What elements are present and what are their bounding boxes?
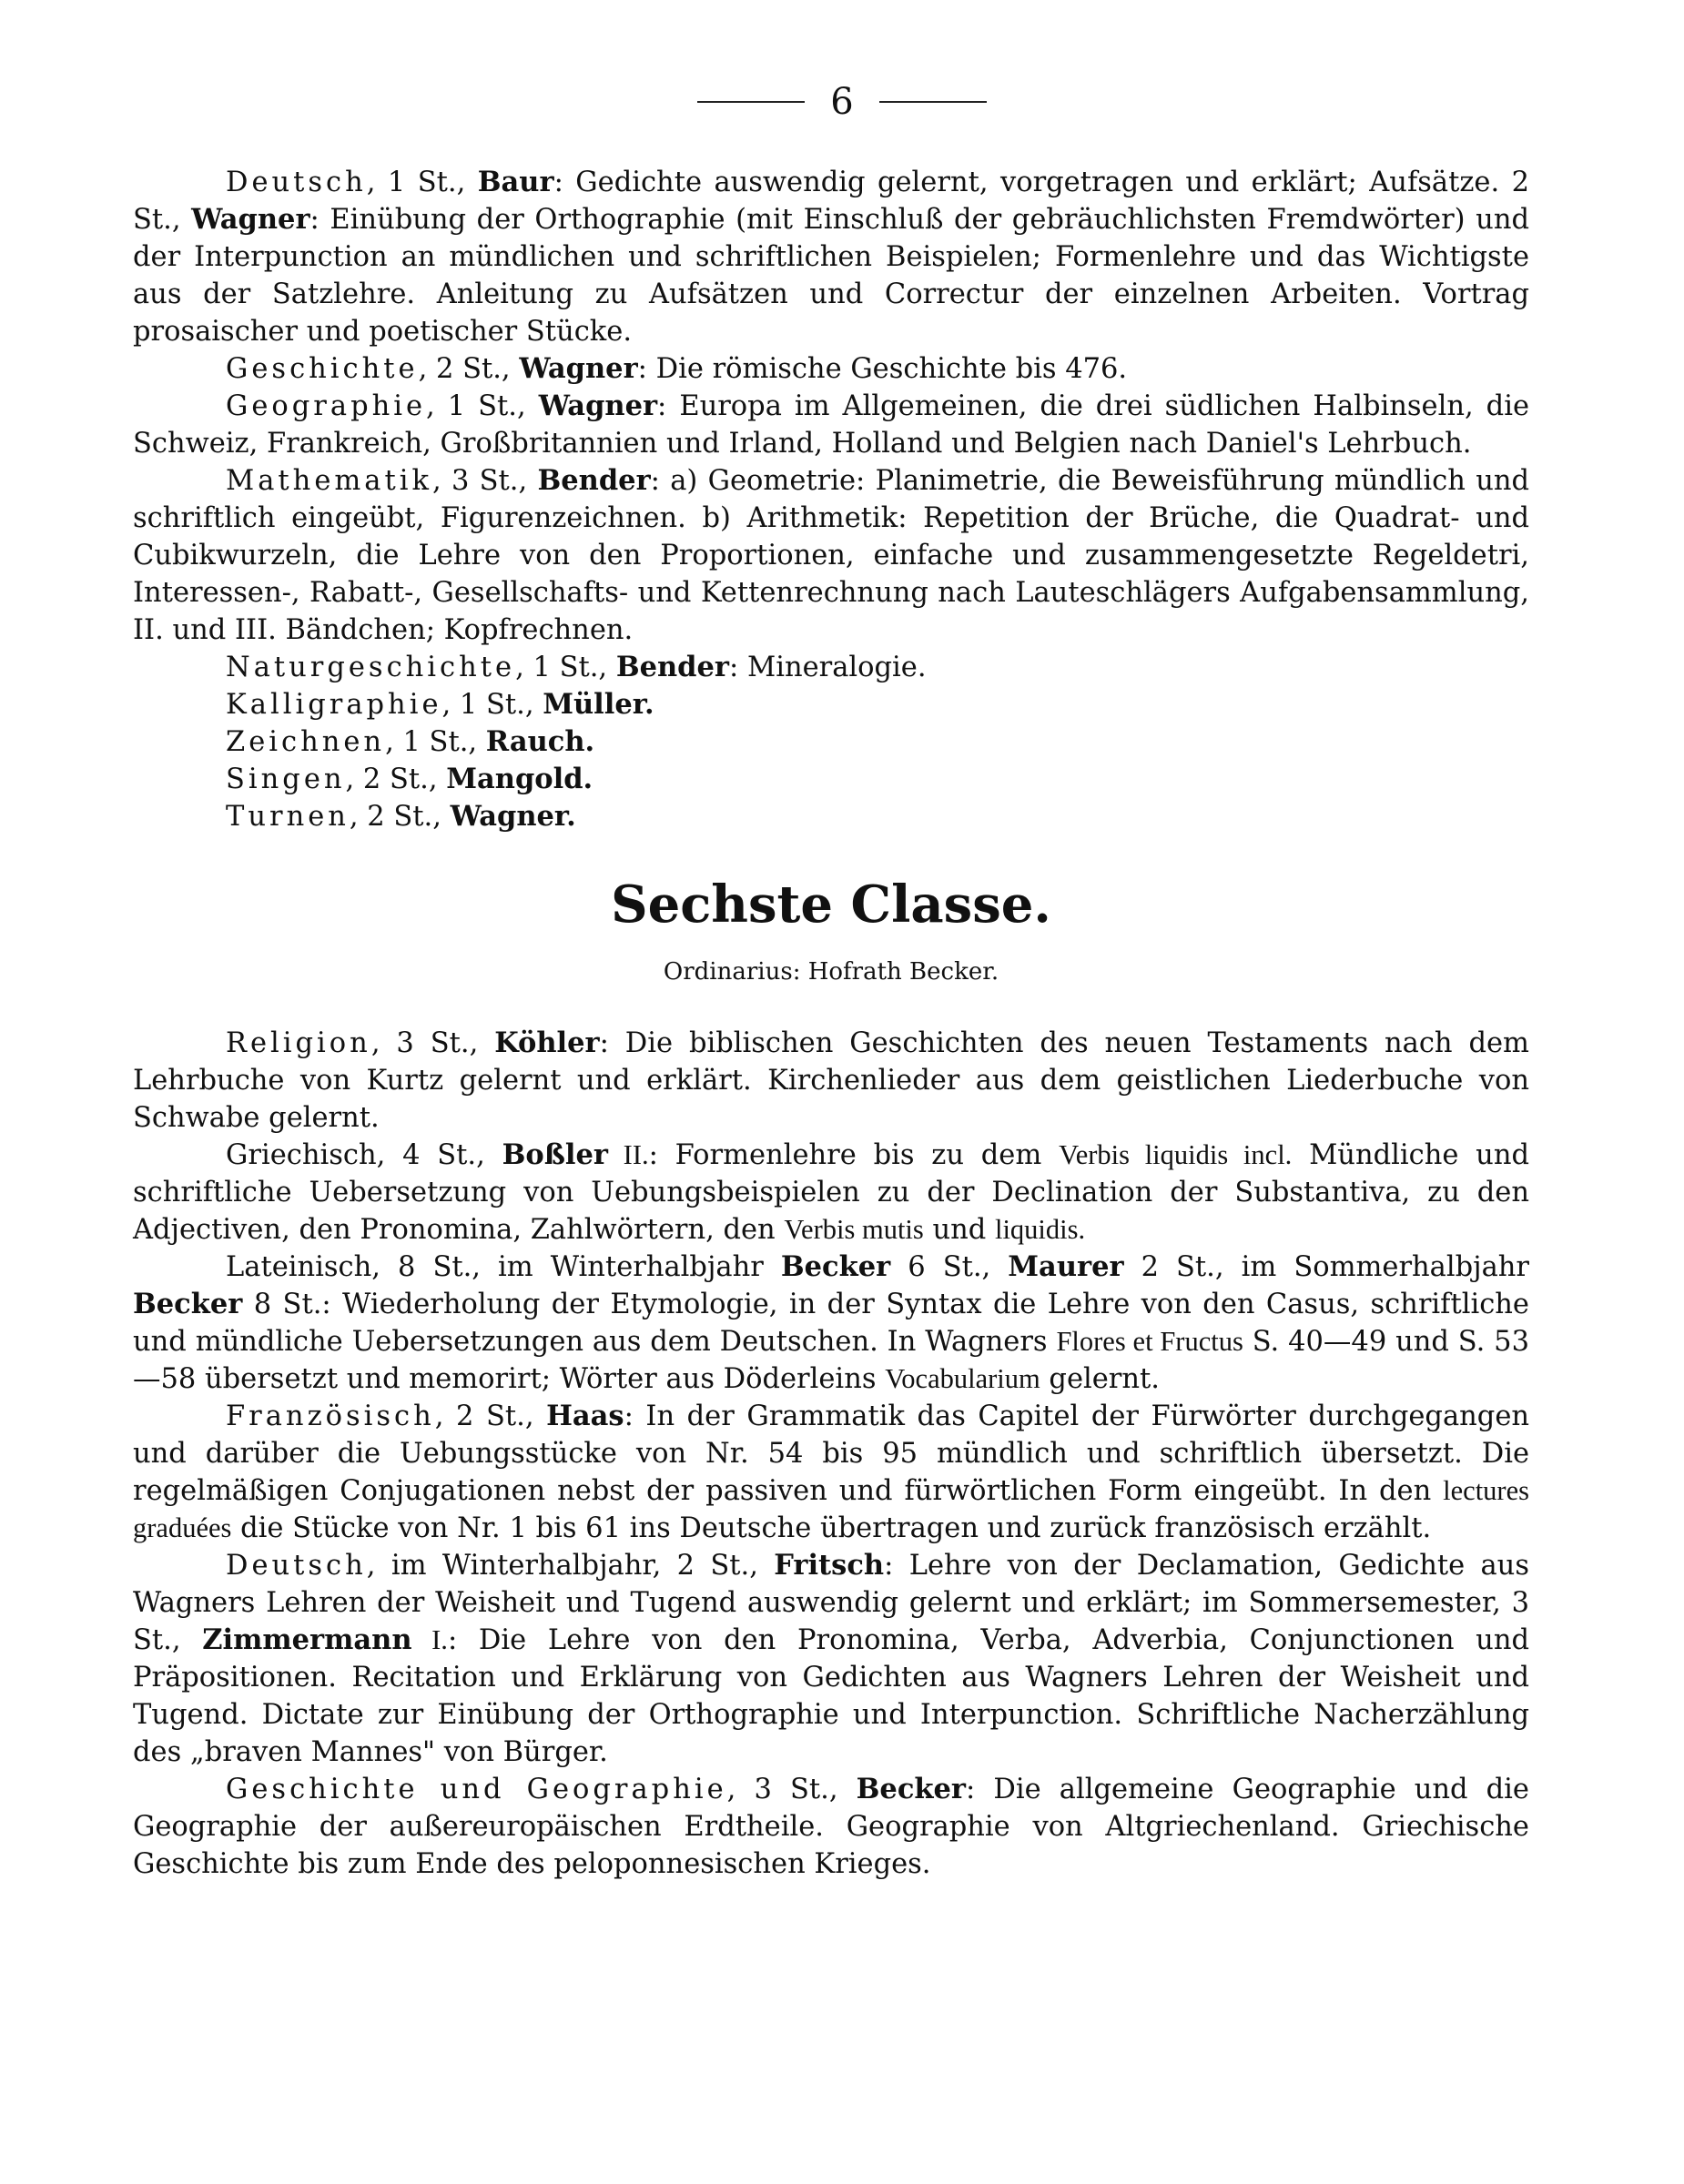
teacher-name: Zimmermann <box>202 1623 412 1656</box>
line-singen: Singen, 2 St., Mangold. <box>226 763 593 795</box>
paragraph-geographie: Geographie, 1 St., Wagner: Europa im Allgemeinen, die drei südlichen Halbinseln, die Schweiz, Frankreich, Großbritannien und Irland, Holland und Belgien nach Daniel's Lehrbuch. <box>133 389 1529 460</box>
subject-label: Zeichnen <box>226 726 386 758</box>
subject-label: Mathematik <box>226 465 432 497</box>
subject-label: Singen <box>226 763 346 795</box>
section-heading: Sechste Classe. <box>611 875 1051 935</box>
paragraph-geschichte-geographie: Geschichte und Geographie, 3 St., Becker: Die allgemeine Geographie und die Geographie der außereuropäischen Erdtheile. Geographie von Altgriechenland. Griechische Geschichte bis zum Ende des peloponnesischen Krieges. <box>133 1773 1529 1880</box>
subject-label: Französisch <box>226 1400 435 1432</box>
paragraph-griechisch: Griechisch, 4 St., Boßler II.: Formenlehre bis zu dem Verbis liquidis incl. Mündliche und schriftliche Uebersetzung von Uebungsbeispielen zu der Declination der Substantiva, zu den Adjectiven, den Pronomina, Zahlwörtern, den Verbis mutis und liquidis. <box>133 1138 1529 1246</box>
teacher-name: Becker <box>133 1288 243 1320</box>
latin-term: lectures graduées <box>133 1475 1529 1543</box>
latin-term: Vocabularium <box>885 1363 1040 1394</box>
subject-label: Turnen <box>226 801 350 833</box>
teacher-name: Becker <box>780 1250 891 1283</box>
latin-term: liquidis. <box>994 1214 1086 1245</box>
page-number: 6 <box>830 81 854 123</box>
paragraph-mathematik: Mathematik, 3 St., Bender: a) Geometrie: Planimetrie, die Beweisführung mündlich und schriftlich eingeübt, Figurenzeichnen. b) Arithmetik: Repetition der Brüche, die Quadrat- und Cubikwurzeln, die Lehre von den Proportionen, einfache und zusammengesetzte Regeldetri, Interessen-, Rabatt-, Gesellschafts- und Kettenrechnung nach Lauteschlägers Aufgabensammlung, II. und III. Bändchen; Kopfrechnen. <box>133 464 1530 646</box>
page-body <box>133 164 1529 1883</box>
subject-label: Griechisch <box>226 1139 377 1171</box>
paragraph-deutsch: Deutsch, 1 St., Baur: Gedichte auswendig gelernt, vorgetragen und erklärt; Aufsätze. 2 St., Wagner: Einübung der Orthographie (mit Einschluß der gebräuchlichsten Fremdwörter) und der Interpunction an mündlichen und schriftlichen Beispielen; Formenlehre und das Wichtigste aus der Satzlehre. Anleitung zu Aufsätzen und Correctur der einzelnen Arbeiten. Vortrag prosaischer und poetischer Stücke. <box>133 166 1529 348</box>
latin-term: Verbis liquidis incl. <box>1059 1139 1293 1170</box>
header-rule-right <box>879 101 987 103</box>
teacher-name: Becker <box>856 1773 967 1805</box>
paragraph-deutsch-6: Deutsch, im Winterhalbjahr, 2 St., Fritsch: Lehre von der Declamation, Gedichte aus Wagners Lehren der Weisheit und Tugend auswendig gelernt und erklärt; im Sommersemester, 3 St., Zimmermann I.: Die Lehre von den Pronomina, Verba, Adverbia, Conjunctionen und Präpositionen. Recitation und Erklärung von Gedichten aus Wagners Lehren der Weisheit und Tugend. Dictate zur Einübung der Orthographie und Interpunction. Schriftliche Nacherzählung des „braven Mannes" von Bürger. <box>133 1549 1529 1768</box>
teacher-name: Müller. <box>543 688 654 721</box>
teacher-name: Wagner <box>538 389 658 422</box>
teacher-name: Wagner <box>519 352 638 385</box>
teacher-name: Mangold. <box>446 763 593 795</box>
teacher-name: Baur <box>477 166 554 198</box>
teacher-name: Boßler <box>502 1138 608 1171</box>
subject-label: Geschichte und Geographie <box>226 1774 727 1805</box>
subject-label: Deutsch <box>226 167 367 198</box>
line-kalligraphie: Kalligraphie, 1 St., Müller. <box>226 688 654 721</box>
subject-label: Religion <box>226 1027 371 1059</box>
teacher-name: Köhler <box>494 1026 600 1059</box>
header-rule-left <box>697 101 805 103</box>
paragraph-franzoesisch: Französisch, 2 St., Haas: In der Grammatik das Capitel der Fürwörter durchgegangen und darüber die Uebungsstücke von Nr. 54 bis 95 mündlich und schriftlich übersetzt. Die regelmäßigen Conjugationen nebst der passiven und fürwörtlichen Form eingeübt. In den lectures graduées die Stücke von Nr. 1 bis 61 ins Deutsche übertragen und zurück französisch erzählt. <box>133 1400 1530 1544</box>
paragraph-religion: Religion, 3 St., Köhler: Die biblischen Geschichten des neuen Testaments nach dem Lehrbuche von Kurtz gelernt und erklärt. Kirchenlieder aus dem geistlichen Liederbuche von Schwabe gelernt. <box>133 1026 1529 1134</box>
teacher-name: Maurer <box>1008 1250 1124 1283</box>
page-header <box>0 81 1684 123</box>
teacher-name: Bender <box>537 464 651 497</box>
paragraph-geschichte: Geschichte, 2 St., Wagner: Die römische Geschichte bis 476. <box>226 352 1128 385</box>
ordinarius-line: Ordinarius: Hofrath Becker. <box>663 958 999 986</box>
teacher-name: Rauch. <box>485 725 595 758</box>
subject-label: Naturgeschichte <box>226 652 516 683</box>
subject-label: Kalligraphie <box>226 689 442 721</box>
section-heading-block <box>133 868 1529 990</box>
subject-label: Lateinisch <box>226 1251 372 1283</box>
teacher-name: Haas <box>546 1400 624 1432</box>
teacher-name: Wagner <box>191 203 310 236</box>
subject-label: Geographie <box>226 390 427 422</box>
teacher-name: Bender <box>615 651 729 683</box>
teacher-name: Wagner. <box>450 800 576 833</box>
paragraph-naturgeschichte: Naturgeschichte, 1 St., Bender: Mineralogie. <box>226 651 927 683</box>
line-zeichnen: Zeichnen, 1 St., Rauch. <box>226 725 595 758</box>
subject-label: Deutsch <box>226 1550 367 1582</box>
line-turnen: Turnen, 2 St., Wagner. <box>226 800 576 833</box>
paragraph-lateinisch: Lateinisch, 8 St., im Winterhalbjahr Becker 6 St., Maurer 2 St., im Sommerhalbjahr Becker 8 St.: Wiederholung der Etymologie, in der Syntax die Lehre von den Casus, schriftliche und mündliche Uebersetzungen aus dem Deutschen. In Wagners Flores et Fructus S. 40—49 und S. 53—58 übersetzt und memorirt; Wörter aus Döderleins Vocabularium gelernt. <box>133 1250 1530 1395</box>
latin-term: Verbis mutis <box>784 1214 924 1245</box>
subject-label: Geschichte <box>226 353 419 385</box>
latin-term: Flores et Fructus <box>1056 1326 1243 1357</box>
teacher-name: Fritsch <box>774 1549 885 1582</box>
